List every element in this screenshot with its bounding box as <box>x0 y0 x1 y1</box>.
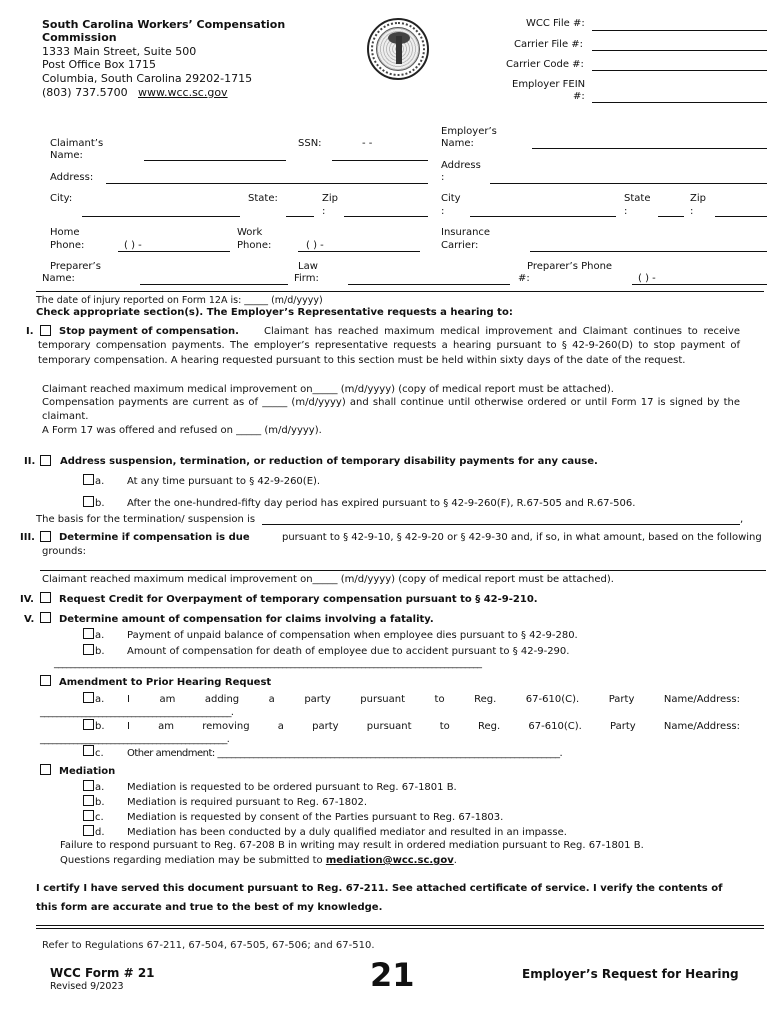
amendment-b-word: Reg. <box>478 721 501 732</box>
amendment-a-checkbox[interactable] <box>83 692 94 703</box>
amendment-b-word: I <box>127 721 130 732</box>
check-sections-heading: Check appropriate section(s). The Employer’s Representative requests a hearing to: <box>36 307 513 318</box>
section-iii-numeral: III. <box>20 532 35 543</box>
home-phone-label-2: Phone: <box>50 240 85 251</box>
employer-address-field[interactable] <box>490 183 767 184</box>
form-title: Employer’s Request for Hearing <box>522 967 739 981</box>
section-i-text-3: temporary compensation. A hearing requested pursuant to this section must be held within sixty days of the date of the request. <box>38 355 686 366</box>
agency-website-link[interactable]: www.wcc.sc.gov <box>138 86 228 99</box>
section-iii-title: Determine if compensation is due <box>59 532 250 543</box>
section-v-a-label: a. <box>95 630 105 641</box>
section-i-numeral: I. <box>26 326 34 337</box>
employer-fein-label-suffix: #: <box>573 91 585 102</box>
mediation-d-label: d. <box>95 827 105 838</box>
amendment-b-checkbox[interactable] <box>83 719 94 730</box>
carrier-code-field[interactable] <box>592 70 767 71</box>
mediation-failure-note: Failure to respond pursuant to Reg. 67-208 B in writing may result in ordered mediation pursuant to Reg. 67-1801 B. <box>60 840 644 851</box>
mediation-b-label: b. <box>95 797 105 808</box>
employer-zip-label: Zip <box>690 193 706 204</box>
home-phone-field[interactable] <box>118 251 230 252</box>
state-seal-logo <box>367 18 429 80</box>
section-iii-mmi: Claimant reached maximum medical improvement on_____ (m/d/yyyy) (copy of medical report must be attached). <box>42 574 614 585</box>
section-i-current-2: claimant. <box>42 411 89 422</box>
wcc-file-label: WCC File #: <box>526 18 585 29</box>
work-phone-mask: ( ) - <box>306 240 324 251</box>
section-ii-b-checkbox[interactable] <box>83 496 94 507</box>
mediation-d-text: Mediation has been conducted by a duly qualified mediator and resulted in an impasse. <box>127 827 567 838</box>
amendment-c-text[interactable]: Other amendment: ____________________________________________________________________________. <box>127 748 563 759</box>
mediation-c-checkbox[interactable] <box>83 810 94 821</box>
section-v-b-text: Amount of compensation for death of employee due to accident pursuant to § 42-9-290. <box>127 646 570 657</box>
employer-zip-field[interactable] <box>715 216 767 217</box>
employer-fein-field[interactable] <box>592 102 767 103</box>
work-phone-field[interactable] <box>298 251 420 252</box>
section-iii-grounds: grounds: <box>42 546 86 557</box>
carrier-file-label: Carrier File #: <box>514 39 584 50</box>
preparer-name-label-2: Name: <box>42 273 75 284</box>
section-v-b-checkbox[interactable] <box>83 644 94 655</box>
mediation-a-text: Mediation is requested to be ordered pursuant to Reg. 67-1801 B. <box>127 782 457 793</box>
section-v-title: Determine amount of compensation for claims involving a fatality. <box>59 614 434 625</box>
employer-name-field[interactable] <box>532 148 767 149</box>
certify-line1: I certify I have served this document pursuant to Reg. 67-211. See attached certificate of service. I verify the contents of <box>36 883 723 894</box>
section-iv-numeral: IV. <box>20 594 34 605</box>
carrier-file-field[interactable] <box>592 50 767 51</box>
preparer-phone-label-2: #: <box>518 273 530 284</box>
section-ii-title: Address suspension, termination, or reduction of temporary disability payments for any cause. <box>60 456 598 467</box>
amendment-b-word: am <box>158 721 175 732</box>
claimant-name-label: Claimant’s <box>50 138 104 149</box>
footer-divider-2 <box>36 928 764 929</box>
employer-state-label-2: : <box>624 206 628 217</box>
ssn-field[interactable] <box>332 160 428 161</box>
amendment-b-text <box>127 721 740 732</box>
employer-name-label: Employer’s <box>441 126 497 137</box>
work-phone-label-2: Phone: <box>237 240 272 251</box>
mediation-questions-text: Questions regarding mediation may be submitted to <box>60 855 323 866</box>
employer-state-label: State <box>624 193 651 204</box>
amendment-a-word: 67-610(C). <box>525 694 580 705</box>
section-v-b-label: b. <box>95 646 105 657</box>
claimant-state-field[interactable] <box>286 216 314 217</box>
claimant-state-label: State: <box>248 193 278 204</box>
claimant-zip-label: Zip <box>322 193 338 204</box>
section-ii-basis-label: The basis for the termination/ suspension is <box>36 514 256 525</box>
agency-phone: (803) 737.5700 <box>42 86 128 99</box>
insurance-carrier-label: Insurance <box>441 227 491 238</box>
amendment-b-word: party <box>312 721 339 732</box>
agency-name-line1: South Carolina Workers’ Compensation <box>42 18 286 31</box>
mediation-email-link[interactable]: mediation@wcc.sc.gov <box>325 855 454 866</box>
section-i-title: Stop payment of compensation. <box>59 326 239 337</box>
insurance-carrier-field[interactable] <box>530 251 767 252</box>
mediation-period: . <box>453 855 457 866</box>
amendment-b-word: removing <box>202 721 250 732</box>
section-ii-a-text: At any time pursuant to § 42-9-260(E). <box>127 476 321 487</box>
amendment-b-word: Party <box>610 721 636 732</box>
section-i-checkbox[interactable] <box>40 325 51 336</box>
employer-name-label-2: Name: <box>441 138 474 149</box>
amendment-b-word: a <box>277 721 284 732</box>
amendment-a-word: am <box>159 694 176 705</box>
section-ii-basis-field[interactable] <box>262 524 740 525</box>
basis-end-comma: , <box>740 514 744 525</box>
claimant-zip-label-2: : <box>322 206 326 217</box>
section-ii-a-label: a. <box>95 476 105 487</box>
section-i-current: Compensation payments are current as of _____ (m/d/yyyy) and shall continue until otherwise ordered or until Form 17 is signed by the <box>42 397 740 408</box>
employer-fein-label: Employer FEIN <box>512 79 586 90</box>
amendment-b-word: pursuant <box>366 721 412 732</box>
section-ii-checkbox[interactable] <box>40 455 51 466</box>
amendment-checkbox[interactable] <box>40 675 51 686</box>
amendment-a-word: a <box>268 694 275 705</box>
preparer-name-field[interactable] <box>140 284 288 285</box>
regulations-reference: Refer to Regulations 67-211, 67-504, 67-505, 67-506; and 67-510. <box>42 940 375 951</box>
certify-line2: this form are accurate and true to the best of my knowledge. <box>36 902 383 913</box>
date-of-injury-line: The date of injury reported on Form 12A is: _____ (m/d/yyyy) <box>36 295 323 306</box>
claimant-address-field[interactable] <box>106 183 428 184</box>
section-ii-b-text: After the one-hundred-fifty day period has expired pursuant to § 42-9-260(F), R.67-505 and R.67-506. <box>127 498 636 509</box>
amendment-c-label: c. <box>95 748 104 759</box>
ssn-label: SSN: <box>298 138 322 149</box>
agency-address1: 1333 Main Street, Suite 500 <box>42 45 197 58</box>
form-number: WCC Form # 21 <box>50 966 155 980</box>
preparer-phone-mask: ( ) - <box>638 273 656 284</box>
home-phone-label: Home <box>50 227 80 238</box>
section-v-rule[interactable]: _______________________________________________________________________________________________________ <box>54 658 482 669</box>
claimant-city-label: City: <box>50 193 73 204</box>
amendment-c-checkbox[interactable] <box>83 745 94 756</box>
form-revised: Revised 9/2023 <box>50 981 124 992</box>
preparer-phone-field[interactable] <box>632 284 767 285</box>
mediation-c-label: c. <box>95 812 104 823</box>
section-v-checkbox[interactable] <box>40 612 51 623</box>
amendment-a-word: Party <box>608 694 635 705</box>
agency-address2: Post Office Box 1715 <box>42 58 157 71</box>
amendment-b-word: 67-610(C). <box>528 721 582 732</box>
mediation-c-text: Mediation is requested by consent of the Parties pursuant to Reg. 67-1803. <box>127 812 504 823</box>
employer-address-label-2: : <box>441 172 445 183</box>
employer-address-label: Address <box>441 160 481 171</box>
claimant-name-label-2: Name: <box>50 150 83 161</box>
section-i-form17: A Form 17 was offered and refused on _____ (m/d/yyyy). <box>42 425 322 436</box>
amendment-a-word: I <box>127 694 130 705</box>
section-v-numeral: V. <box>24 614 35 625</box>
section-iii-grounds-field[interactable] <box>40 570 766 571</box>
section-v-a-checkbox[interactable] <box>83 628 94 639</box>
section-iv-title: Request Credit for Overpayment of temporary compensation pursuant to § 42-9-210. <box>59 594 538 605</box>
mediation-questions <box>60 855 457 866</box>
mediation-title: Mediation <box>59 766 116 777</box>
section-iii-text: pursuant to § 42-9-10, § 42-9-20 or § 42-9-30 and, if so, in what amount, based on the following <box>282 532 762 543</box>
claimant-city-field[interactable] <box>82 216 240 217</box>
law-firm-label: Law <box>298 261 318 272</box>
section-ii-numeral: II. <box>24 456 36 467</box>
agency-address3: Columbia, South Carolina 29202-1715 <box>42 72 253 85</box>
form-big-number: 21 <box>370 956 415 994</box>
amendment-b-label: b. <box>95 721 105 732</box>
wcc-file-field[interactable] <box>592 30 767 31</box>
mediation-a-checkbox[interactable] <box>83 780 94 791</box>
footer-divider <box>36 925 764 926</box>
employer-zip-label-2: : <box>690 206 694 217</box>
law-firm-label-2: Firm: <box>294 273 319 284</box>
amendment-b-word: to <box>439 721 450 732</box>
law-firm-field[interactable] <box>348 284 510 285</box>
section-v-a-text: Payment of unpaid balance of compensation when employee dies pursuant to § 42-9-280. <box>127 630 578 641</box>
amendment-b-field[interactable]: _____________________________________________. <box>40 734 230 745</box>
amendment-title: Amendment to Prior Hearing Request <box>59 677 272 688</box>
employer-city-field[interactable] <box>470 216 616 217</box>
preparer-phone-label: Preparer’s Phone <box>527 261 613 272</box>
mediation-d-checkbox[interactable] <box>83 825 94 836</box>
amendment-a-word: party <box>304 694 331 705</box>
mediation-a-label: a. <box>95 782 105 793</box>
mediation-b-checkbox[interactable] <box>83 795 94 806</box>
section-ii-a-checkbox[interactable] <box>83 474 94 485</box>
mediation-checkbox[interactable] <box>40 764 51 775</box>
section-ii-b-label: b. <box>95 498 105 509</box>
claimant-address-label: Address: <box>50 172 94 183</box>
amendment-a-word: Name/Address: <box>663 694 740 705</box>
agency-name-line2: Commission <box>42 31 117 44</box>
insurance-carrier-label-2: Carrier: <box>441 240 479 251</box>
amendment-a-label: a. <box>95 694 105 705</box>
employer-city-label-2: : <box>441 206 445 217</box>
home-phone-mask: ( ) - <box>124 240 142 251</box>
section-i-text-1: Claimant has reached maximum medical improvement and Claimant continues to receive <box>264 326 740 337</box>
carrier-code-label: Carrier Code #: <box>506 59 584 70</box>
claimant-zip-field[interactable] <box>344 216 428 217</box>
amendment-b-word: Name/Address: <box>663 721 740 732</box>
amendment-a-word: adding <box>204 694 240 705</box>
amendment-a-field[interactable]: ______________________________________________. <box>40 707 234 718</box>
section-divider <box>36 291 764 292</box>
mediation-b-text: Mediation is required pursuant to Reg. 67-1802. <box>127 797 368 808</box>
section-iv-checkbox[interactable] <box>40 592 51 603</box>
amendment-a-text <box>127 694 740 705</box>
amendment-a-word: pursuant <box>360 694 406 705</box>
section-iii-checkbox[interactable] <box>40 531 51 542</box>
amendment-a-word: to <box>434 694 445 705</box>
section-i-text-2: temporary compensation payments. The employer’s representative requests a hearing pursuant to § 42-9-260(D) to stop payment of <box>38 340 740 351</box>
ssn-mask: - - <box>362 138 373 149</box>
employer-city-label: City <box>441 193 461 204</box>
work-phone-label: Work <box>237 227 263 238</box>
preparer-name-label: Preparer’s <box>50 261 101 272</box>
claimant-name-field[interactable] <box>144 160 286 161</box>
amendment-a-word: Reg. <box>474 694 497 705</box>
employer-state-field[interactable] <box>658 216 684 217</box>
section-i-mmi: Claimant reached maximum medical improvement on_____ (m/d/yyyy) (copy of medical report must be attached). <box>42 384 614 395</box>
